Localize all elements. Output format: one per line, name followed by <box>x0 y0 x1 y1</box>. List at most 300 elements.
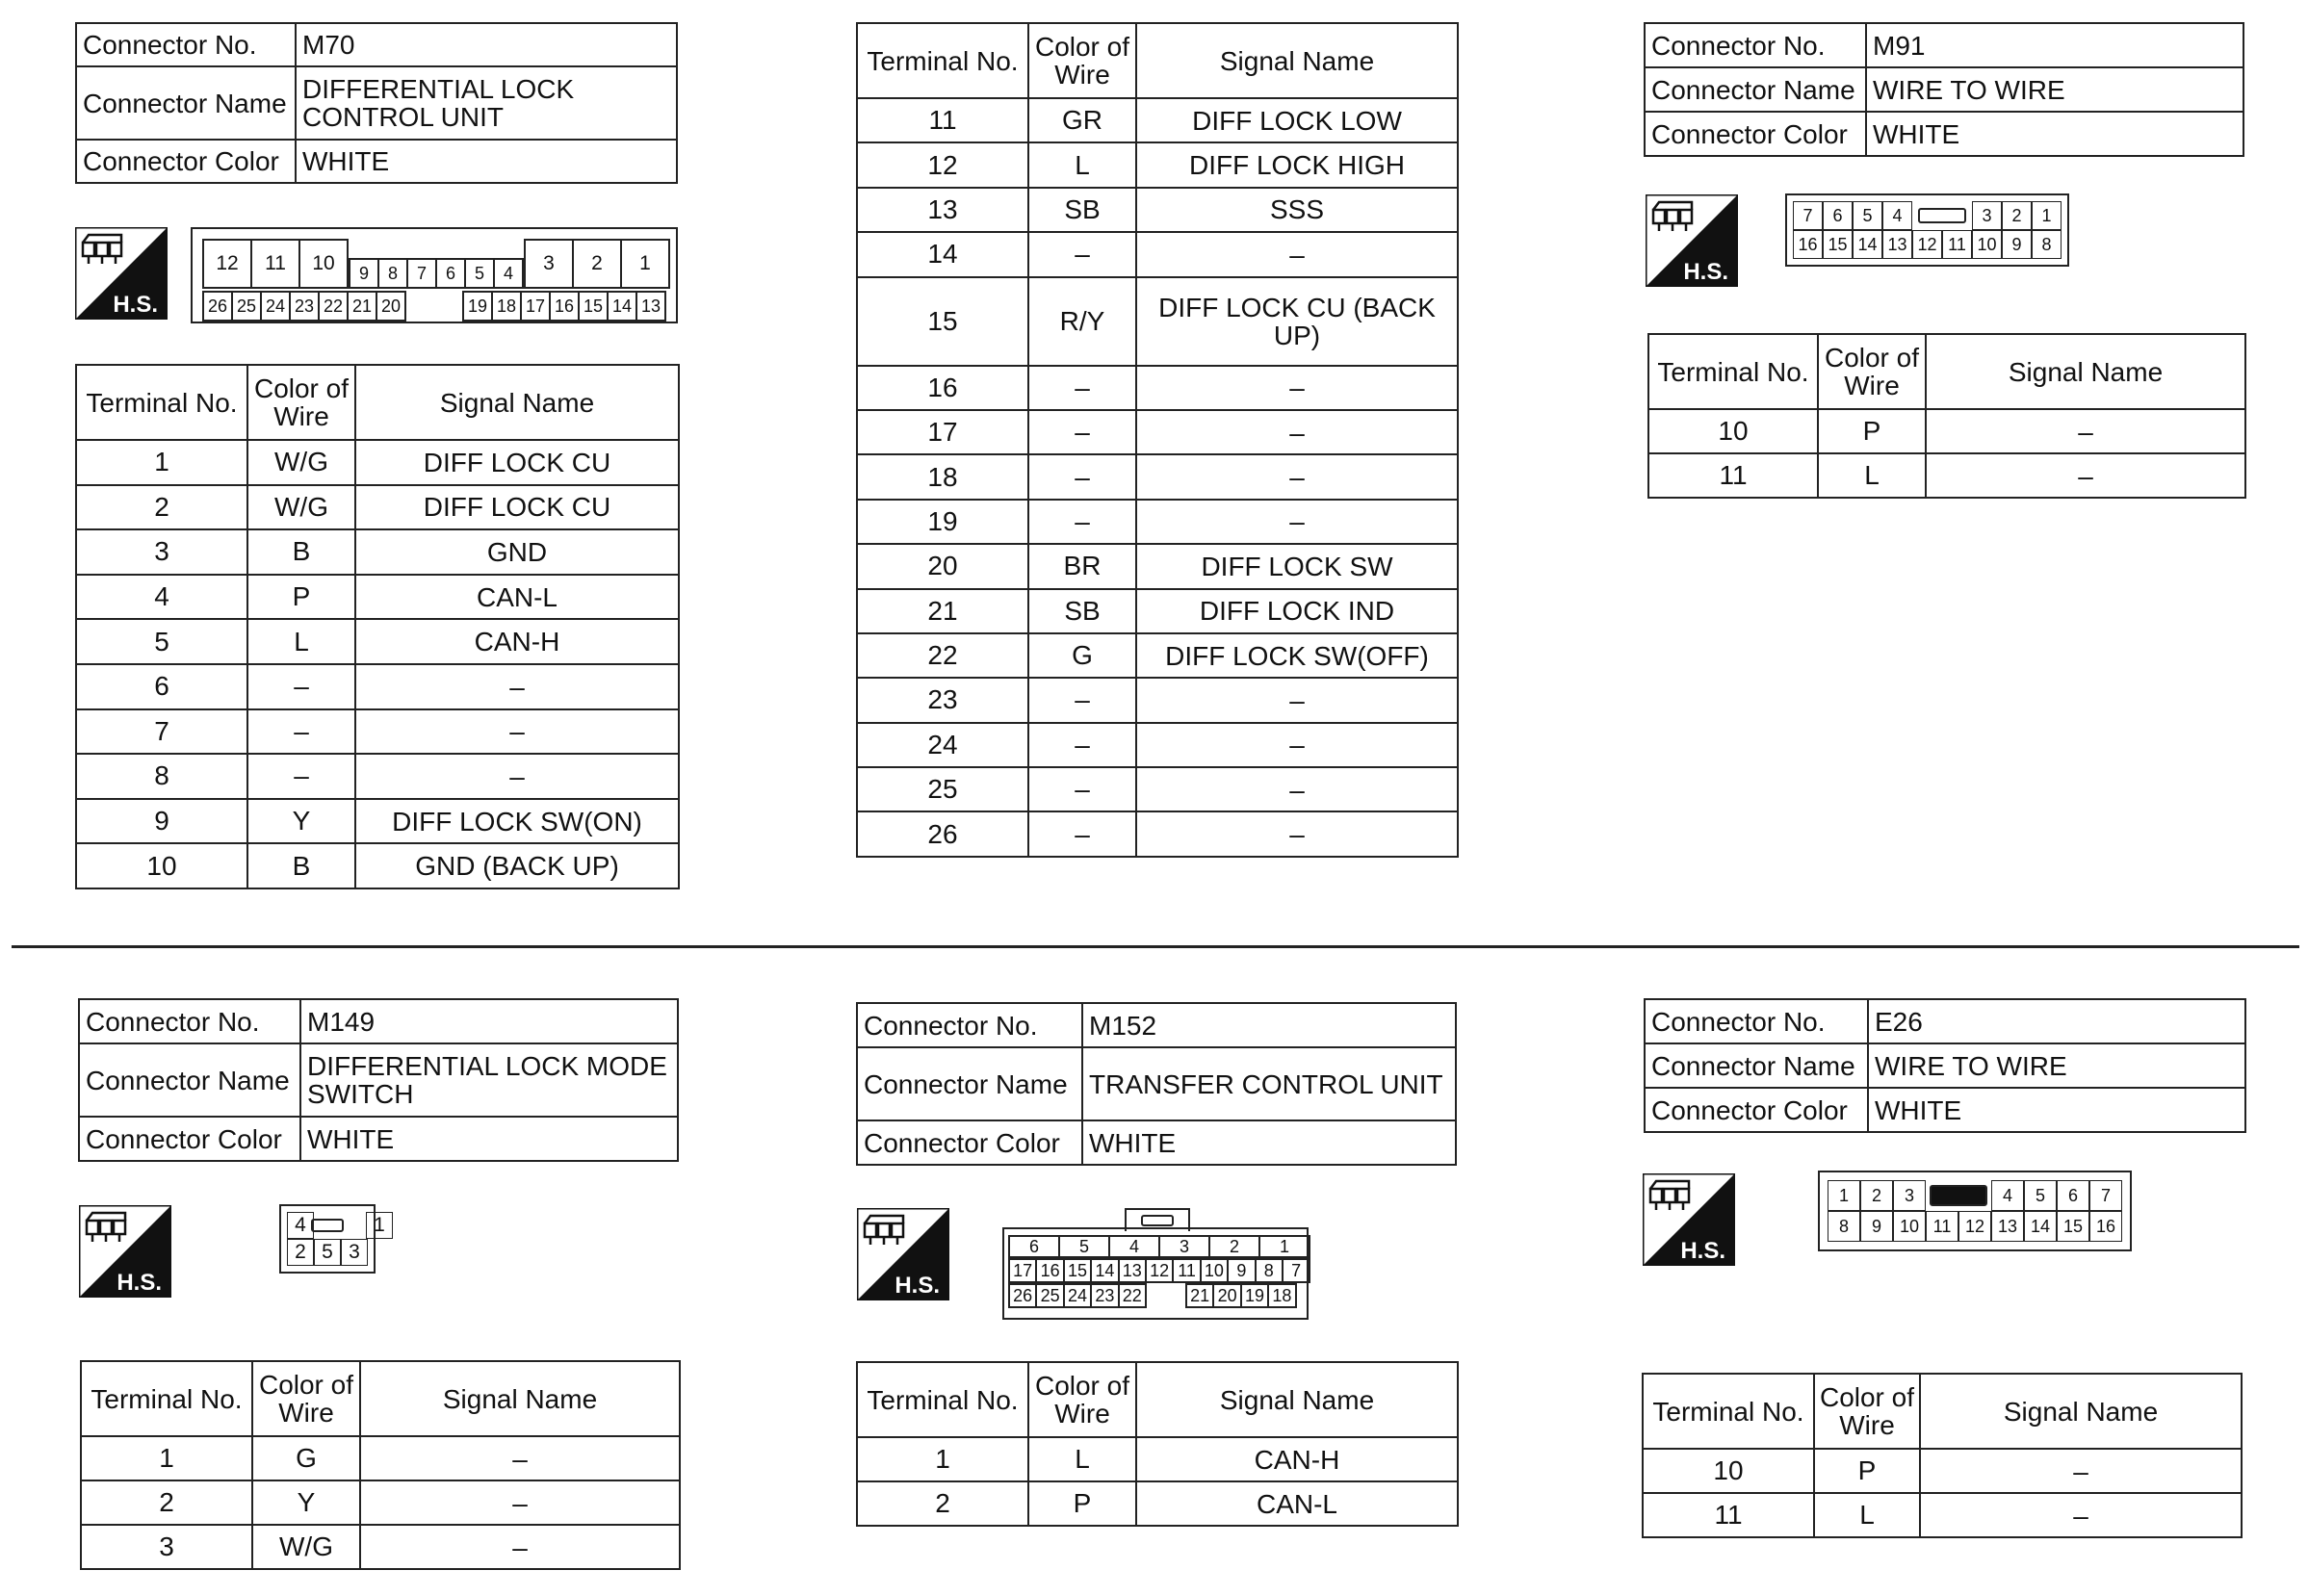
harness-side-icon <box>79 1205 171 1298</box>
table-row <box>857 723 1458 767</box>
e26-info <box>1644 998 2246 1133</box>
m152-connector-face <box>1002 1208 1309 1320</box>
connector-no-label: Connector No. <box>76 23 296 66</box>
pin: 3 <box>341 1239 368 1266</box>
terminal-no-cell: 26 <box>857 811 1028 856</box>
color-of-wire-header: Color of Wire <box>1814 1374 1920 1449</box>
table-row <box>1648 409 2245 453</box>
m70-connector-face <box>191 227 678 323</box>
wire-color-cell: L <box>1814 1493 1920 1537</box>
signal-name-header: Signal Name <box>1926 334 2245 409</box>
connector-no-label: Connector No. <box>857 1003 1082 1047</box>
pin: 12 <box>1958 1211 1991 1242</box>
pin: 14 <box>1853 230 1882 259</box>
terminal-no-cell: 21 <box>857 589 1028 633</box>
pin: 14 <box>1091 1259 1118 1282</box>
connector-name-value: WIRE TO WIRE <box>1866 67 2243 112</box>
signal-name-cell: – <box>1136 232 1458 276</box>
pin: 14 <box>2024 1211 2057 1242</box>
pin: 17 <box>1009 1259 1036 1282</box>
m70-terminal-table-continued <box>856 22 1459 858</box>
terminal-no-cell: 6 <box>76 664 247 709</box>
connector-color-value: WHITE <box>1866 112 2243 156</box>
harness-side-icon <box>1643 1173 1735 1266</box>
color-of-wire-header: Color of Wire <box>247 365 355 440</box>
connector-name-label: Connector Name <box>1645 67 1866 112</box>
signal-name-header: Signal Name <box>355 365 679 440</box>
terminal-no-cell: 11 <box>1643 1493 1814 1537</box>
terminal-no-cell: 16 <box>857 366 1028 410</box>
pin: 20 <box>1213 1284 1240 1307</box>
terminal-no-cell: 1 <box>857 1437 1028 1481</box>
pin: 19 <box>1241 1284 1268 1307</box>
wire-color-cell: P <box>247 575 355 620</box>
table-row <box>1643 1449 2242 1493</box>
table-row <box>857 454 1458 499</box>
connector-no-value: E26 <box>1868 999 2245 1043</box>
wire-color-cell: – <box>247 664 355 709</box>
connector-name-value: DIFFERENTIAL LOCK CONTROL UNIT <box>296 66 677 140</box>
connector-color-label: Connector Color <box>76 140 296 183</box>
table-row <box>76 843 679 888</box>
pin: 24 <box>261 292 290 321</box>
terminal-no-cell: 4 <box>76 575 247 620</box>
signal-name-cell: – <box>360 1525 680 1569</box>
wire-color-cell: R/Y <box>1028 277 1136 366</box>
pin: 7 <box>1283 1259 1310 1282</box>
terminal-no-cell: 24 <box>857 723 1028 767</box>
pin: 11 <box>1173 1259 1200 1282</box>
pin: 18 <box>1268 1284 1295 1307</box>
hs-label: H.S. <box>113 292 158 318</box>
terminal-no-cell: 25 <box>857 767 1028 811</box>
pin: 9 <box>350 259 378 288</box>
signal-name-cell: – <box>355 709 679 755</box>
wire-color-cell: – <box>1028 454 1136 499</box>
wire-color-cell: – <box>247 754 355 799</box>
pin: 4 <box>1991 1180 2024 1211</box>
table-row <box>857 232 1458 276</box>
terminal-no-cell: 22 <box>857 633 1028 678</box>
wire-color-cell: SB <box>1028 188 1136 232</box>
signal-name-cell: DIFF LOCK CU <box>355 440 679 485</box>
signal-name-cell: – <box>355 754 679 799</box>
section-divider <box>12 945 2299 948</box>
signal-name-cell: DIFF LOCK LOW <box>1136 98 1458 142</box>
signal-name-cell: DIFF LOCK SW(OFF) <box>1136 633 1458 678</box>
signal-name-cell: – <box>1136 454 1458 499</box>
signal-name-cell: CAN-L <box>355 575 679 620</box>
pin: 21 <box>348 292 376 321</box>
pin: 13 <box>1991 1211 2024 1242</box>
table-row <box>857 366 1458 410</box>
signal-name-cell: – <box>1136 678 1458 722</box>
pin: 22 <box>1119 1284 1146 1307</box>
terminal-no-header: Terminal No. <box>81 1361 252 1436</box>
pin: 20 <box>376 292 405 321</box>
wire-color-cell: L <box>1818 453 1926 498</box>
pin: 6 <box>1009 1236 1059 1257</box>
table-row <box>1648 453 2245 498</box>
pin: 3 <box>525 240 573 288</box>
wire-color-cell: – <box>1028 366 1136 410</box>
signal-name-cell: DIFF LOCK CU <box>355 485 679 530</box>
table-row <box>76 440 679 485</box>
table-row <box>81 1436 680 1480</box>
color-of-wire-header: Color of Wire <box>1028 23 1136 98</box>
pin: 13 <box>1119 1259 1146 1282</box>
m91-connector-face <box>1785 193 2069 267</box>
pin: 23 <box>290 292 319 321</box>
pin: 5 <box>314 1239 341 1266</box>
connector-name-label: Connector Name <box>857 1047 1082 1120</box>
table-row <box>857 811 1458 856</box>
pin: 3 <box>1159 1236 1209 1257</box>
signal-name-cell: – <box>1136 410 1458 454</box>
table-row <box>81 1480 680 1525</box>
harness-side-icon <box>1646 194 1738 287</box>
table-row <box>857 544 1458 588</box>
table-row <box>857 277 1458 366</box>
signal-name-header: Signal Name <box>1136 23 1458 98</box>
terminal-no-cell: 3 <box>81 1525 252 1569</box>
pin: 15 <box>2057 1211 2089 1242</box>
wire-color-cell: G <box>252 1436 360 1480</box>
terminal-no-cell: 11 <box>1648 453 1818 498</box>
pin: 5 <box>1853 201 1882 230</box>
connector-color-label: Connector Color <box>857 1120 1082 1165</box>
wire-color-cell: L <box>1028 1437 1136 1481</box>
pin: 4 <box>1109 1236 1159 1257</box>
pin: 9 <box>1228 1259 1255 1282</box>
pin: 6 <box>1823 201 1853 230</box>
e26-terminal-table <box>1642 1373 2243 1538</box>
pin: 16 <box>550 292 579 321</box>
connector-name-label: Connector Name <box>76 66 296 140</box>
table-row <box>857 410 1458 454</box>
signal-name-cell: – <box>360 1480 680 1525</box>
pin: 8 <box>378 259 407 288</box>
signal-name-cell: CAN-L <box>1136 1481 1458 1526</box>
wire-color-cell: G <box>1028 633 1136 678</box>
wire-color-cell: – <box>1028 232 1136 276</box>
harness-side-icon <box>75 227 168 320</box>
terminal-no-cell: 2 <box>857 1481 1028 1526</box>
pin: 9 <box>1860 1211 1893 1242</box>
wire-color-cell: L <box>247 619 355 664</box>
wire-color-cell: BR <box>1028 544 1136 588</box>
wire-color-cell: GR <box>1028 98 1136 142</box>
pin: 2 <box>1209 1236 1259 1257</box>
table-row <box>81 1525 680 1569</box>
pin: 16 <box>1036 1259 1063 1282</box>
connector-color-label: Connector Color <box>1645 1088 1868 1132</box>
pin: 16 <box>1793 230 1823 259</box>
pin: 6 <box>2057 1180 2089 1211</box>
pin: 11 <box>251 240 299 288</box>
pin: 4 <box>287 1212 314 1239</box>
terminal-no-cell: 15 <box>857 277 1028 366</box>
wire-color-cell: – <box>1028 500 1136 544</box>
harness-side-icon <box>857 1208 949 1300</box>
m70-terminal-table <box>75 364 680 889</box>
m70-info <box>75 22 678 184</box>
pin: 5 <box>1059 1236 1109 1257</box>
pin: 3 <box>1893 1180 1926 1211</box>
pin: 15 <box>579 292 608 321</box>
terminal-no-cell: 19 <box>857 500 1028 544</box>
connector-color-value: WHITE <box>1082 1120 1456 1165</box>
table-row <box>76 799 679 844</box>
wire-color-cell: P <box>1028 1481 1136 1526</box>
signal-name-cell: GND <box>355 529 679 575</box>
wire-color-cell: L <box>1028 142 1136 187</box>
terminal-no-cell: 5 <box>76 619 247 664</box>
signal-name-cell: GND (BACK UP) <box>355 843 679 888</box>
signal-name-header: Signal Name <box>1136 1362 1458 1437</box>
latch-slot <box>1918 208 1966 223</box>
table-row <box>76 485 679 530</box>
connector-color-label: Connector Color <box>1645 112 1866 156</box>
terminal-no-cell: 8 <box>76 754 247 799</box>
m91-info <box>1644 22 2244 157</box>
pin: 12 <box>1912 230 1942 259</box>
signal-name-cell: – <box>1136 723 1458 767</box>
signal-name-cell: DIFF LOCK SW <box>1136 544 1458 588</box>
signal-name-cell: – <box>1136 500 1458 544</box>
pin: 6 <box>436 259 465 288</box>
connector-no-value: M149 <box>300 999 678 1043</box>
wire-color-cell: – <box>247 709 355 755</box>
terminal-no-cell: 23 <box>857 678 1028 722</box>
pin: 12 <box>1146 1259 1173 1282</box>
pin: 26 <box>203 292 232 321</box>
connector-no-value: M152 <box>1082 1003 1456 1047</box>
pin: 3 <box>1972 201 2002 230</box>
pin: 11 <box>1926 1211 1958 1242</box>
pin: 21 <box>1186 1284 1213 1307</box>
terminal-no-cell: 18 <box>857 454 1028 499</box>
connector-no-label: Connector No. <box>1645 999 1868 1043</box>
signal-name-cell: SSS <box>1136 188 1458 232</box>
terminal-no-cell: 12 <box>857 142 1028 187</box>
color-of-wire-header: Color of Wire <box>1818 334 1926 409</box>
table-row <box>76 575 679 620</box>
table-row <box>857 678 1458 722</box>
hs-label: H.S. <box>1683 259 1728 285</box>
terminal-no-cell: 1 <box>81 1436 252 1480</box>
wire-color-cell: – <box>1028 811 1136 856</box>
signal-name-cell: – <box>1136 811 1458 856</box>
signal-name-cell: – <box>1136 767 1458 811</box>
connector-name-value: WIRE TO WIRE <box>1868 1043 2245 1088</box>
pin: 8 <box>1256 1259 1283 1282</box>
table-row <box>857 188 1458 232</box>
terminal-no-cell: 13 <box>857 188 1028 232</box>
signal-name-cell: DIFF LOCK HIGH <box>1136 142 1458 187</box>
hs-label: H.S. <box>117 1270 162 1296</box>
terminal-no-cell: 17 <box>857 410 1028 454</box>
pin: 2 <box>1860 1180 1893 1211</box>
table-row <box>857 500 1458 544</box>
table-row <box>76 664 679 709</box>
pin: 9 <box>2002 230 2032 259</box>
table-row <box>76 709 679 755</box>
table-row <box>857 633 1458 678</box>
terminal-no-cell: 9 <box>76 799 247 844</box>
pin: 1 <box>2032 201 2062 230</box>
signal-name-cell: CAN-H <box>355 619 679 664</box>
pin: 17 <box>521 292 550 321</box>
pin: 24 <box>1064 1284 1091 1307</box>
table-row <box>1643 1493 2242 1537</box>
terminal-no-cell: 11 <box>857 98 1028 142</box>
wire-color-cell: Y <box>247 799 355 844</box>
table-row <box>857 1481 1458 1526</box>
signal-name-cell: – <box>1920 1449 2242 1493</box>
pin: 11 <box>1942 230 1972 259</box>
signal-name-cell: – <box>1926 453 2245 498</box>
table-row <box>857 767 1458 811</box>
signal-name-cell: – <box>1920 1493 2242 1537</box>
wire-color-cell: SB <box>1028 589 1136 633</box>
wire-color-cell: W/G <box>247 485 355 530</box>
terminal-no-cell: 14 <box>857 232 1028 276</box>
pin: 2 <box>287 1239 314 1266</box>
wire-color-cell: – <box>1028 410 1136 454</box>
wire-color-cell: P <box>1818 409 1926 453</box>
pin: 8 <box>1828 1211 1860 1242</box>
pin: 10 <box>1893 1211 1926 1242</box>
pin: 13 <box>636 292 665 321</box>
table-row <box>857 98 1458 142</box>
table-row <box>857 1437 1458 1481</box>
pin: 2 <box>573 240 621 288</box>
terminal-no-header: Terminal No. <box>76 365 247 440</box>
terminal-no-cell: 2 <box>81 1480 252 1525</box>
table-row <box>857 142 1458 187</box>
m91-terminal-table <box>1647 333 2246 499</box>
signal-name-cell: – <box>355 664 679 709</box>
connector-no-value: M70 <box>296 23 677 66</box>
connector-no-label: Connector No. <box>79 999 300 1043</box>
hs-label: H.S. <box>895 1273 940 1299</box>
terminal-no-header: Terminal No. <box>1648 334 1818 409</box>
pin: 7 <box>407 259 436 288</box>
pin: 1 <box>621 240 669 288</box>
connector-name-label: Connector Name <box>79 1043 300 1117</box>
wire-color-cell: B <box>247 529 355 575</box>
connector-name-label: Connector Name <box>1645 1043 1868 1088</box>
pin: 4 <box>494 259 523 288</box>
wire-color-cell: – <box>1028 767 1136 811</box>
wire-color-cell: W/G <box>252 1525 360 1569</box>
terminal-no-cell: 3 <box>76 529 247 575</box>
connector-no-value: M91 <box>1866 23 2243 67</box>
latch-slot <box>311 1219 344 1232</box>
pin: 10 <box>299 240 348 288</box>
wire-color-cell: – <box>1028 723 1136 767</box>
latch-slot <box>1930 1185 1987 1206</box>
terminal-no-cell: 10 <box>76 843 247 888</box>
signal-name-cell: DIFF LOCK SW(ON) <box>355 799 679 844</box>
connector-name-value: DIFFERENTIAL LOCK MODE SWITCH <box>300 1043 678 1117</box>
pin: 2 <box>2002 201 2032 230</box>
pin: 15 <box>1064 1259 1091 1282</box>
pin: 18 <box>492 292 521 321</box>
pin: 16 <box>2089 1211 2122 1242</box>
table-row <box>76 754 679 799</box>
table-row <box>76 619 679 664</box>
m152-info <box>856 1002 1457 1166</box>
color-of-wire-header: Color of Wire <box>1028 1362 1136 1437</box>
pin: 1 <box>1828 1180 1860 1211</box>
signal-name-cell: CAN-H <box>1136 1437 1458 1481</box>
signal-name-cell: – <box>1926 409 2245 453</box>
signal-name-cell: DIFF LOCK CU (BACK UP) <box>1136 277 1458 366</box>
connector-color-label: Connector Color <box>79 1117 300 1161</box>
pin: 7 <box>1793 201 1823 230</box>
terminal-no-cell: 10 <box>1643 1449 1814 1493</box>
pin: 5 <box>465 259 494 288</box>
pin: 8 <box>2032 230 2062 259</box>
hs-label: H.S. <box>1680 1238 1725 1264</box>
signal-name-cell: – <box>1136 366 1458 410</box>
pin: 25 <box>1036 1284 1063 1307</box>
signal-name-header: Signal Name <box>1920 1374 2242 1449</box>
pin: 5 <box>2024 1180 2057 1211</box>
e26-connector-face <box>1818 1171 2132 1251</box>
pin: 15 <box>1823 230 1853 259</box>
pin: 22 <box>319 292 348 321</box>
signal-name-cell: DIFF LOCK IND <box>1136 589 1458 633</box>
terminal-no-header: Terminal No. <box>1643 1374 1814 1449</box>
pin: 1 <box>366 1212 393 1239</box>
terminal-no-cell: 2 <box>76 485 247 530</box>
terminal-no-header: Terminal No. <box>857 1362 1028 1437</box>
pin: 10 <box>1201 1259 1228 1282</box>
table-row <box>76 529 679 575</box>
m149-terminal-table <box>80 1360 681 1570</box>
pin: 26 <box>1009 1284 1036 1307</box>
connector-no-label: Connector No. <box>1645 23 1866 67</box>
wire-color-cell: – <box>1028 678 1136 722</box>
terminal-no-cell: 1 <box>76 440 247 485</box>
wire-color-cell: B <box>247 843 355 888</box>
pin: 4 <box>1882 201 1912 230</box>
pin: 25 <box>232 292 261 321</box>
m152-terminal-table <box>856 1361 1459 1527</box>
signal-name-header: Signal Name <box>360 1361 680 1436</box>
wire-color-cell: Y <box>252 1480 360 1525</box>
connector-name-value: TRANSFER CONTROL UNIT <box>1082 1047 1456 1120</box>
table-row <box>857 589 1458 633</box>
connector-color-value: WHITE <box>1868 1088 2245 1132</box>
pin: 12 <box>203 240 251 288</box>
pin: 7 <box>2089 1180 2122 1211</box>
terminal-no-cell: 10 <box>1648 409 1818 453</box>
connector-color-value: WHITE <box>300 1117 678 1161</box>
wire-color-cell: P <box>1814 1449 1920 1493</box>
connector-color-value: WHITE <box>296 140 677 183</box>
signal-name-cell: – <box>360 1436 680 1480</box>
color-of-wire-header: Color of Wire <box>252 1361 360 1436</box>
pin: 23 <box>1091 1284 1118 1307</box>
pin: 19 <box>463 292 492 321</box>
pin: 1 <box>1259 1236 1310 1257</box>
m149-info <box>78 998 679 1162</box>
pin: 14 <box>608 292 636 321</box>
